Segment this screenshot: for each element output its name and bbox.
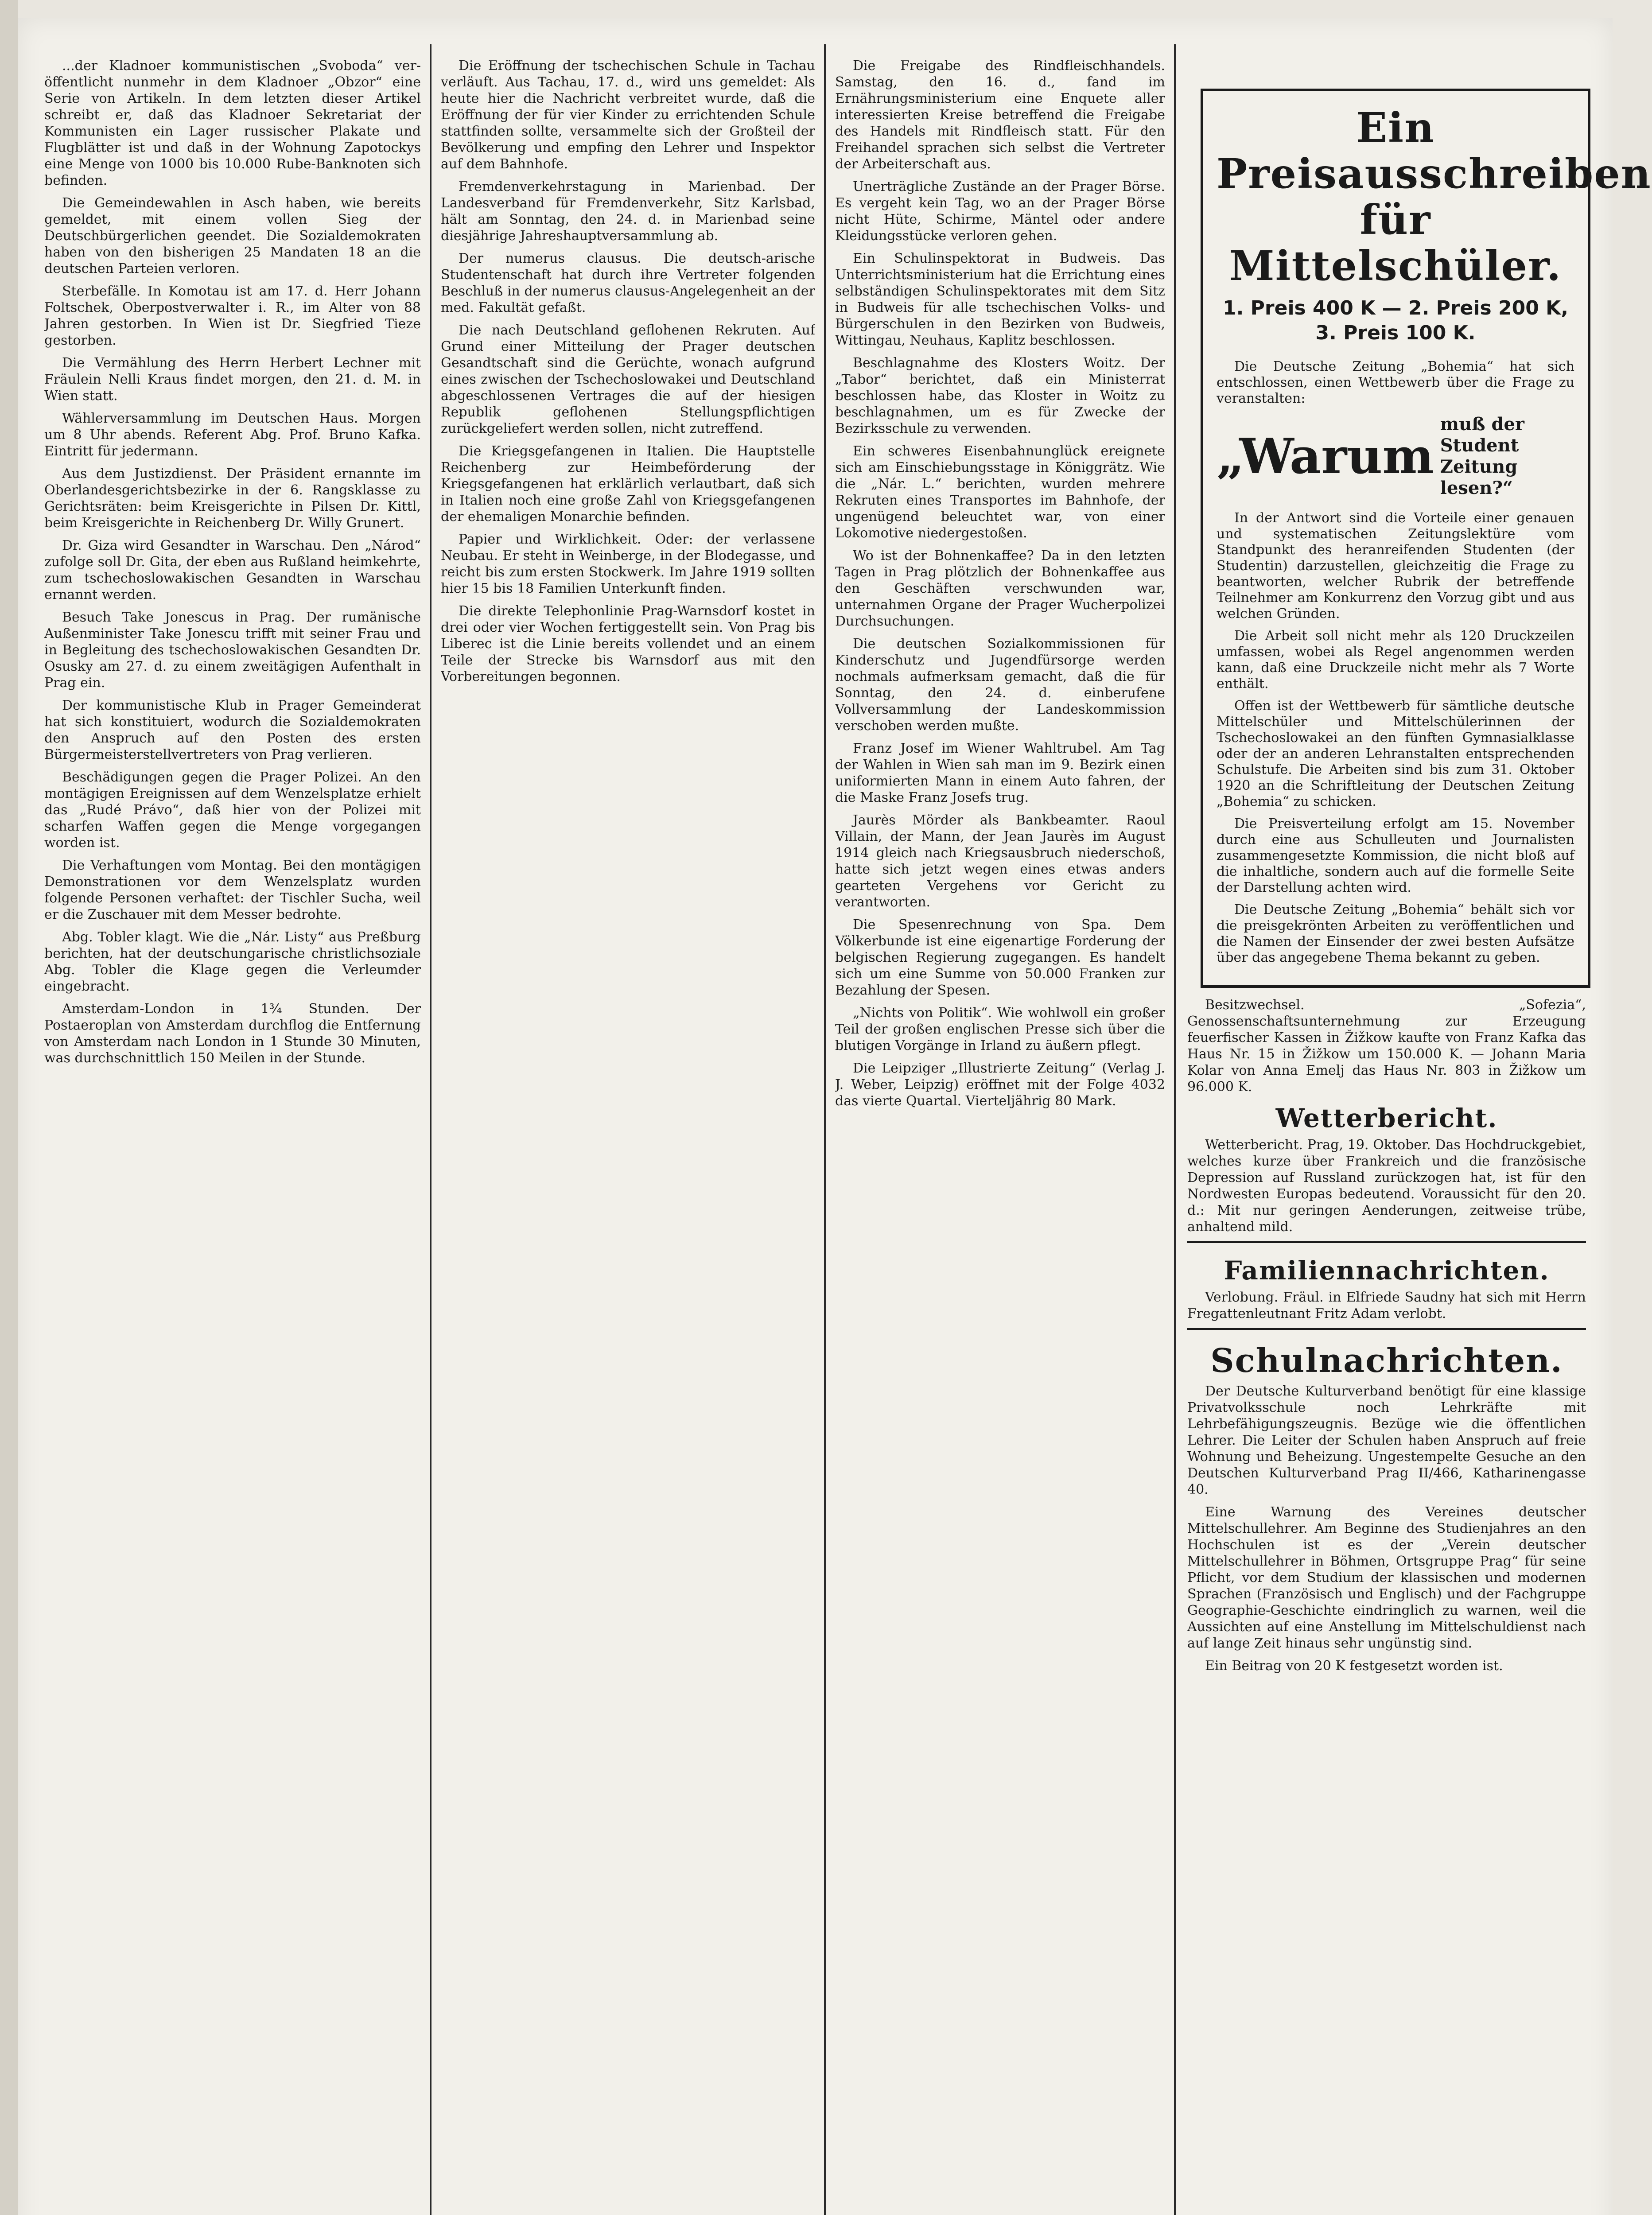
article-paragraph: Die Vermählung des Herrn Herbert Lechner mit Fräulein Nelli Kraus findet morgen, den 21. d. M. in Wien statt. — [44, 355, 421, 404]
article-paragraph: Besitzwechsel. „Sofezia“, Genossenschaftsunternehmung zur Erzeugung feuerfischer Kassen in Žižkow kaufte von Franz Kafka das Haus Nr. 15 in Žižkow um 150.000 K. — Johann Maria Kolar von Anna Emelj das Haus Nr. 803 in Žižkow um 96.000 K. — [1187, 997, 1586, 1095]
box-headline: für Mittelschüler. — [1229, 196, 1562, 290]
article-paragraph: Die Gemeindewahlen in Asch haben, wie bereits gemeldet, mit einem vollen Sieg der Deutschbürgerlichen geendet. Die Sozialdemokraten haben von den bisherigen 25 Mandaten 18 an die deutschen Parteien verloren. — [44, 195, 421, 276]
question-line: Zeitung lesen?“ — [1440, 456, 1518, 498]
article-paragraph: Jaurès Mörder als Bankbeamter. Raoul Villain, der Mann, der Jean Jaurès im August 1914 gleich nach Kriegsausbruch niederschoß, hatte sich jetzt wegen eines etwas anders gearteten Vergehens vor Gericht zu verantworten. — [835, 812, 1165, 910]
column-rule — [430, 44, 431, 2215]
prize-competition-box — [1201, 89, 1652, 988]
column-4-lower — [1187, 997, 1586, 2215]
box-paragraph: Offen ist der Wettbewerb für sämtliche deutsche Mittelschüler und Mittelschülerinnen der Tschechoslowakei an den fünften Gymnasialklasse oder der an anderen Lehranstalten entsprechenden Schulstufe. Die Arbeiten sind bis zum 31. Oktober 1920 an die Schriftleitung der Deutschen Zeitung „Bohemia“ zu schicken. — [1217, 698, 1574, 809]
article-paragraph: Franz Josef im Wiener Wahltrubel. Am Tag der Wahlen in Wien sah man im 9. Bezirk einen uniformierten Mann in einem Auto fahren, der die Maske Franz Josefs trug. — [835, 741, 1165, 805]
column-3 — [835, 58, 1165, 2215]
article-paragraph: Aus dem Justizdienst. Der Präsident ernannte im Oberlandesgerichtsbezirke in der 6. Rangsklasse zu Gerichtsräten: beim Kreisgerichte in Pilsen Dr. Kittl, beim Kreisgerichte in Reichenberg Dr. Willy Grunert. — [44, 466, 421, 531]
question-word: „Warum — [1217, 427, 1434, 485]
question-rest — [1440, 414, 1574, 499]
article-paragraph: Eine Warnung des Vereines deutscher Mittelschullehrer. Am Beginne des Studienjahres an den Hochschulen ist es der „Verein deutscher Mittelschullehrer in Böhmen, Ortsgruppe Prag“ für seine Pflicht, vor dem Studium der klassischen und modernen Sprachen (Französisch und Englisch) und der Fachgruppe Geographie-Geschichte eindringlich zu warnen, weil die Aussichten auf eine Anstellung im Mittelschuldienst nach auf lange Zeit hinaus sehr ungünstig sind. — [1187, 1504, 1586, 1651]
article-paragraph: Die Leipziger „Illustrierte Zeitung“ (Verlag J. J. Weber, Leipzig) eröffnet mit der Folge 4032 das vierte Quartal. Vierteljährig 80 Mark. — [835, 1061, 1165, 1109]
prizes-line: 3. Preis 100 K. — [1315, 322, 1476, 344]
article-paragraph: Die nach Deutschland geflohenen Rekruten. Auf Grund einer Mitteilung der Prager deutschen Gesandtschaft sind die Gerüchte, wonach aufgrund eines zwischen der Tschechoslowakei und Deutschland abgeschlossenen Vertrages die auf der hiesigen Republik geflohenen Stellungspflichtigen zurückgeliefert werden sollen, nicht zutreffend. — [441, 323, 815, 436]
article-paragraph: Wo ist der Bohnenkaffee? Da in den letzten Tagen in Prag plötzlich der Bohnenkaffee aus den Geschäften verschwunden war, unternahmen Organe der Prager Wucherpolizei Durchsuchungen. — [835, 548, 1165, 629]
prizes-line: 1. Preis 400 K — 2. Preis 200 K, — [1223, 297, 1568, 319]
family-news-title: Familiennachrichten. — [1224, 1255, 1550, 1286]
article-paragraph: Wählerversammlung im Deutschen Haus. Morgen um 8 Uhr abends. Referent Abg. Prof. Bruno Kafka. Eintritt für jedermann. — [44, 411, 421, 459]
page-edge — [0, 0, 18, 2215]
article-paragraph: Die Kriegsgefangenen in Italien. Die Hauptstelle Reichenberg zur Heimbeförderung der Kriegsgefangenen hat erklärlich verlautbart, daß sich in Italien noch eine große Zahl von Kriegsgefangenen der ehemaligen Monarchie befinden. — [441, 443, 815, 525]
box-prizes — [1217, 296, 1574, 346]
article-paragraph: Beschädigungen gegen die Prager Polizei. An den montägigen Ereignissen auf dem Wenzelsplatze erhielt das „Rudé Právo“, daß hier von der Polizei mit scharfen Waffen gegen die Menge vorgegangen worden ist. — [44, 769, 421, 851]
section-divider — [1187, 1328, 1586, 1330]
article-paragraph: Abg. Tobler klagt. Wie die „Nár. Listy“ aus Preßburg berichten, hat der deutschungarische christlichsoziale Abg. Tobler die Klage gegen die Verleumder eingebracht. — [44, 929, 421, 994]
column-rule — [1174, 44, 1176, 2215]
article-paragraph: „Nichts von Politik“. Wie wohlwoll ein großer Teil der großen englischen Presse sich über die blutigen Vorgänge in Irland zu äußern pflegt. — [835, 1005, 1165, 1053]
article-paragraph: Fremdenverkehrstagung in Marienbad. Der Landesverband für Fremdenverkehr, Sitz Karlsbad, hält am Sonntag, den 24. d. in Marienbad seine diesjährige Jahreshauptversammlung ab. — [441, 179, 815, 244]
article-paragraph: Die Eröffnung der tschechischen Schule in Tachau verläuft. Aus Tachau, 17. d., wird uns gemeldet: Als heute hier die Nachricht verbreitet wurde, daß die Eröffnung der für vier Kinder zu errichtenden Schule stattfinden sollte, versammelte sich der Großteil der Bevölkerung und empfing den Lehrer und Inspektor auf dem Bahnhofe. — [441, 58, 815, 172]
article-paragraph: Die direkte Telephonlinie Prag-Warnsdorf kostet in drei oder vier Wochen fertiggestellt sein. Von Prag bis Liberec ist die Linie bereits vollendet und an einem Teile der Strecke bis Warnsdorf aus mit den Vorbereitungen begonnen. — [441, 603, 815, 684]
school-news-title: Schulnachrichten. — [1210, 1342, 1563, 1380]
question-line: muß der Student — [1440, 414, 1524, 456]
article-paragraph: Verlobung. Fräul. in Elfriede Saudny hat sich mit Herrn Fregattenleutnant Fritz Adam verlobt. — [1187, 1290, 1586, 1321]
article-paragraph: Die Freigabe des Rindfleischhandels. Samstag, den 16. d., fand im Ernährungsministerium eine Enquete aller interessierten Kreise betreffend die Freigabe des Handels mit Rindfleisch statt. Für den Freihandel sprachen sich selbst die Vertreter der Arbeiterschaft aus. — [835, 58, 1165, 172]
article-paragraph: Sterbefälle. In Komotau ist am 17. d. Herr Johann Foltschek, Oberpostverwalter i. R., im Alter von 88 Jahren gestorben. In Wien ist Dr. Siegfried Tieze gestorben. — [44, 284, 421, 348]
article-paragraph: Die deutschen Sozialkommissionen für Kinderschutz und Jugendfürsorge werden nochmals aufmerksam gemacht, daß die für Sonntag, den 24. d. einberufene Vollversammlung der Landeskommission verschoben werden mußte. — [835, 636, 1165, 734]
article-paragraph: Unerträgliche Zustände an der Prager Börse. Es vergeht kein Tag, wo an der Prager Börse nicht Hüte, Schirme, Mäntel oder andere Kleidungsstücke verloren gehen. — [835, 179, 1165, 244]
article-paragraph: Beschlagnahme des Klosters Woitz. Der „Tabor“ berichtet, daß ein Ministerrat beschlossen habe, das Kloster in Woitz zu beschlagnahmen, um es für Zwecke der Bezirksschule zu verwenden. — [835, 355, 1165, 436]
article-paragraph: Die Spesenrechnung von Spa. Dem Völkerbunde ist eine eigenartige Forderung der belgischen Regierung zugegangen. Es handelt sich um eine Summe von 50.000 Franken zur Bezahlung der Spesen. — [835, 917, 1165, 998]
newspaper-page — [18, 18, 1652, 2215]
article-paragraph: Der kommunistische Klub in Prager Gemeinderat hat sich konstituiert, wodurch die Sozialdemokraten den Anspruch auf den Posten des ersten Bürgermeisterstellvertreters von Prag verlieren. — [44, 698, 421, 762]
weather-title: Wetterbericht. — [1275, 1103, 1498, 1133]
article-paragraph: Ein Schulinspektorat in Budweis. Das Unterrichtsministerium hat die Errichtung eines selbständigen Schulinspektorates mit dem Sitz in Budweis für alle tschechischen Volks- und Bürgerschulen in den Bezirken von Budweis, Wittingau, Neuhaus, Kaplitz beschlossen. — [835, 251, 1165, 348]
article-paragraph: ...der Kladnoer kommunistischen „Svoboda“ ver-öffentlicht nunmehr in dem Kladnoer „Obzor“ eine Serie von Artikeln. In dem letzten dieser Artikel schreibt er, daß das Kladnoer Sekretariat der Kommunisten ein Lager russischer Plakate und Flugblätter ist und daß in der Wohnung Zapotockys eine Menge von 1000 bis 10.000 Rube-Banknoten sich befinden. — [44, 58, 421, 188]
box-question — [1217, 414, 1574, 499]
article-paragraph: Ein Beitrag von 20 K festgesetzt worden ist. — [1205, 1658, 1503, 1674]
section-divider — [1187, 1241, 1586, 1243]
article-paragraph: Der numerus clausus. Die deutsch-arische Studentenschaft hat durch ihre Vertreter folgenden Beschluß in der numerus clausus-Angelegenheit an der med. Fakultät gefaßt. — [441, 251, 815, 315]
article-paragraph: Besuch Take Jonescus in Prag. Der rumänische Außenminister Take Jonescu trifft mit seiner Frau und in Begleitung des tschechoslowakischen Gesandten Dr. Osusky am 27. d. zu einem zweitägigen Aufenthalt in Prag ein. — [44, 610, 421, 691]
article-paragraph: Die Verhaftungen vom Montag. Bei den montägigen Demonstrationen vor dem Wenzelsplatz wurden folgende Personen verhaftet: der Tischler Sucha, weil er die Zuschauer mit dem Messer bedrohte. — [44, 858, 421, 922]
column-1 — [44, 58, 421, 2215]
article-paragraph: Papier und Wirklichkeit. Oder: der verlassene Neubau. Er steht in Weinberge, in der Blodegasse, und reicht bis zum ersten Stockwerk. Im Jahre 1919 sollten hier 15 bis 18 Familien Unterkunft finden. — [441, 532, 815, 596]
article-paragraph: Der Deutsche Kulturverband benötigt für eine klassige Privatvolksschule noch Lehrkräfte mit Lehrbefähigungszeugnis. Bezüge wie die öffentlichen Lehrer. Die Leiter der Schulen haben Anspruch auf freie Wohnung und Beheizung. Ungestempelte Gesuche an den Deutschen Kulturverband Prag II/466, Katharinengasse 40. — [1187, 1383, 1586, 1497]
article-paragraph: Dr. Giza wird Gesandter in Warschau. Den „Národ“ zufolge soll Dr. Gita, der eben aus Rußland heimkehrte, zum tschechoslowakischen Gesandten in Warschau ernannt werden. — [44, 538, 421, 602]
column-2 — [441, 58, 815, 2215]
box-paragraph: Die Arbeit soll nicht mehr als 120 Druckzeilen umfassen, wobei als Regel angenommen werden kann, daß eine Druckzeile nicht mehr als 7 Worte enthält. — [1217, 628, 1574, 692]
box-paragraph: Die Deutsche Zeitung „Bohemia“ behält sich vor die preisgekrönten Arbeiten zu veröffentlichen und die Namen der Einsender der zwei besten Aufsätze über das angegebene Thema bekannt zu geben. — [1217, 902, 1574, 965]
article-paragraph: Ein schweres Eisenbahnunglück ereignete sich am Einschiebungsstage in Königgrätz. Wie die „Nár. L.“ berichten, wurden mehrere Rekruten eines Transportes im Bahnhofe, der ungenügend beleuchtet war, von einer Lokomotive niedergestoßen. — [835, 443, 1165, 541]
box-headline: Ein Preisausschreiben — [1217, 104, 1652, 198]
box-paragraph: Die Preisverteilung erfolgt am 15. November durch eine aus Schulleuten und Journalisten zusammengesetzte Kommission, die nicht bloß auf die inhaltliche, sondern auch auf die formelle Seite der Darstellung achten wird. — [1217, 816, 1574, 895]
box-paragraph: In der Antwort sind die Vorteile einer genauen und systematischen Zeitungslektüre vom Standpunkt des heranreifenden Studenten (der Studentin) darzustellen, gleichzeitig die Frage zu beantworten, welcher Rubrik der betreffende Teilnehmer am Konkurrenz den Vorzug gibt und aus welchen Gründen. — [1217, 510, 1574, 622]
column-rule — [824, 44, 826, 2215]
box-intro: Die Deutsche Zeitung „Bohemia“ hat sich entschlossen, einen Wettbewerb über die Frage zu veranstalten: — [1217, 359, 1574, 406]
article-paragraph: Amsterdam-London in 1¾ Stunden. Der Postaeroplan von Amsterdam durchflog die Entfernung von Amsterdam nach London in 1 Stunde 30 Minuten, was durchschnittlich 150 Meilen in der Stunde. — [44, 1001, 421, 1066]
article-paragraph: Wetterbericht. Prag, 19. Oktober. Das Hochdruckgebiet, welches kurze über Frankreich und die französische Depression auf Russland zurückzogen hat, ist für den Nordwesten Europas bedeutend. Voraussicht für den 20. d.: Mit nur geringen Aenderungen, zeitweise trübe, anhaltend mild. — [1187, 1137, 1586, 1235]
